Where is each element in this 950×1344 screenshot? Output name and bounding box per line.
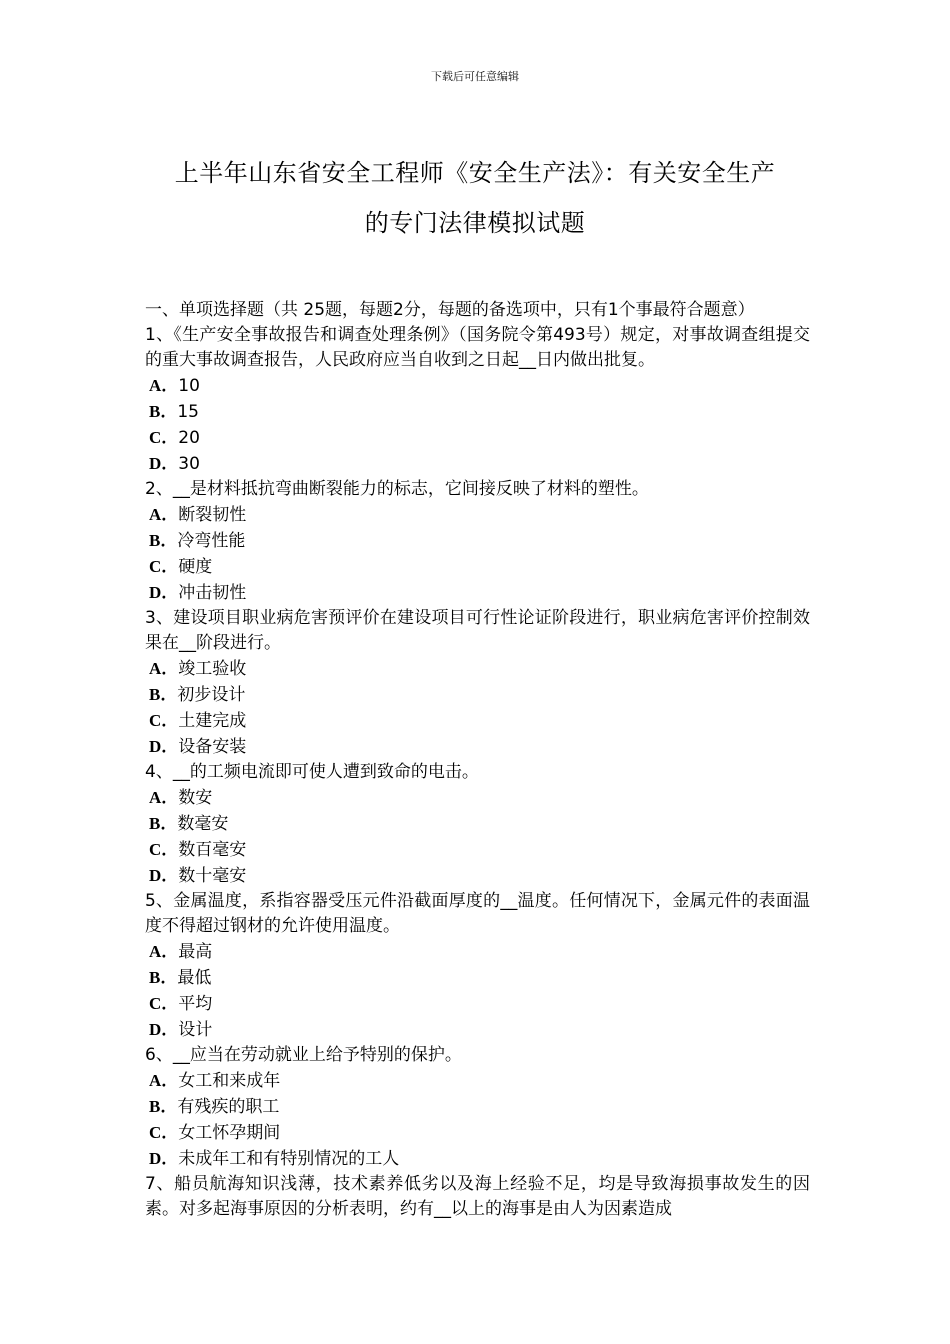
option-text: 数百毫安 xyxy=(178,840,247,860)
option-text: 设备安装 xyxy=(178,737,247,757)
question-text: 5、金属温度，系指容器受压元件沿截面厚度的__温度。任何情况下，金属元件的表面温度不得超过钢材的允许使用温度。 xyxy=(145,891,810,936)
option-a xyxy=(145,502,810,528)
option-text: 竣工验收 xyxy=(178,659,247,679)
option-text: 20 xyxy=(178,428,200,448)
option-letter: B． xyxy=(149,685,178,704)
option-letter: A． xyxy=(149,942,179,961)
option-text: 平均 xyxy=(178,994,213,1014)
question-2 xyxy=(145,477,810,606)
title-line-1: 上半年山东省安全工程师《安全生产法》：有关安全生产 xyxy=(174,159,776,187)
question-6 xyxy=(145,1043,810,1172)
option-c xyxy=(145,708,810,734)
option-letter: C． xyxy=(149,557,179,576)
title-line-2: 的专门法律模拟试题 xyxy=(364,209,586,237)
option-b xyxy=(145,811,810,837)
option-b xyxy=(145,965,810,991)
section-heading: 一、单项选择题（共 25题，每题2分，每题的备选项中，只有1个事最符合题意） xyxy=(145,300,755,320)
option-letter: A． xyxy=(149,376,179,395)
question-text: 2、__是材料抵抗弯曲断裂能力的标志，它间接反映了材料的塑性。 xyxy=(145,479,649,499)
option-d xyxy=(145,1017,810,1043)
option-a xyxy=(145,785,810,811)
option-text: 最高 xyxy=(178,942,213,962)
option-letter: D． xyxy=(149,454,179,473)
option-d xyxy=(145,1146,810,1172)
option-b xyxy=(145,682,810,708)
option-letter: C． xyxy=(149,1123,179,1142)
question-7 xyxy=(145,1172,810,1222)
option-text: 最低 xyxy=(177,968,212,988)
option-a xyxy=(145,373,810,399)
option-letter: D． xyxy=(149,866,179,885)
question-4 xyxy=(145,760,810,889)
option-letter: B． xyxy=(149,968,178,987)
question-3 xyxy=(145,606,810,760)
option-text: 女工和来成年 xyxy=(178,1071,281,1091)
option-d xyxy=(145,863,810,889)
question-text: 3、建设项目职业病危害预评价在建设项目可行性论证阶段进行，职业病危害评价控制效果在__阶段进行。 xyxy=(145,608,810,653)
option-d xyxy=(145,734,810,760)
document-title xyxy=(100,148,850,248)
option-letter: C． xyxy=(149,840,179,859)
question-text: 4、__的工频电流即可使人遭到致命的电击。 xyxy=(145,762,479,782)
option-letter: C． xyxy=(149,428,179,447)
question-text: 7、船员航海知识浅薄，技术素养低劣以及海上经验不足，均是导致海损事故发生的因素。对多起海事原因的分析表明，约有__以上的海事是由人为因素造成 xyxy=(145,1174,810,1219)
option-letter: C． xyxy=(149,711,179,730)
option-letter: B． xyxy=(149,531,178,550)
option-text: 设计 xyxy=(178,1020,213,1040)
option-letter: A． xyxy=(149,1071,179,1090)
option-b xyxy=(145,528,810,554)
option-text: 10 xyxy=(178,376,200,396)
option-letter: A． xyxy=(149,788,179,807)
option-b xyxy=(145,1094,810,1120)
option-b xyxy=(145,399,810,425)
option-text: 冷弯性能 xyxy=(177,531,246,551)
option-d xyxy=(145,580,810,606)
option-c xyxy=(145,991,810,1017)
option-letter: A． xyxy=(149,659,179,678)
option-c xyxy=(145,837,810,863)
option-letter: B． xyxy=(149,1097,178,1116)
option-text: 数毫安 xyxy=(177,814,229,834)
option-text: 30 xyxy=(178,454,200,474)
option-text: 土建完成 xyxy=(178,711,247,731)
option-text: 数安 xyxy=(178,788,213,808)
option-text: 硬度 xyxy=(178,557,213,577)
option-text: 15 xyxy=(177,402,199,422)
option-letter: A． xyxy=(149,505,179,524)
option-d xyxy=(145,451,810,477)
option-letter: D． xyxy=(149,1149,179,1168)
question-text: 1、《生产安全事故报告和调查处理条例》（国务院令第493号）规定，对事故调查组提交的重大事故调查报告，人民政府应当自收到之日起__日内做出批复。 xyxy=(145,325,810,370)
document-body xyxy=(145,298,810,1222)
option-c xyxy=(145,425,810,451)
option-a xyxy=(145,656,810,682)
header-note: 下载后可任意编辑 xyxy=(431,70,519,83)
option-c xyxy=(145,1120,810,1146)
option-text: 冲击韧性 xyxy=(178,583,247,603)
question-5 xyxy=(145,889,810,1043)
option-text: 初步设计 xyxy=(177,685,246,705)
option-a xyxy=(145,1068,810,1094)
option-letter: D． xyxy=(149,583,179,602)
option-letter: C． xyxy=(149,994,179,1013)
option-text: 断裂韧性 xyxy=(178,505,247,525)
option-letter: D． xyxy=(149,737,179,756)
option-a xyxy=(145,939,810,965)
option-letter: B． xyxy=(149,402,178,421)
question-text: 6、__应当在劳动就业上给予特别的保护。 xyxy=(145,1045,462,1065)
option-text: 有残疾的职工 xyxy=(177,1097,280,1117)
option-text: 未成年工和有特别情况的工人 xyxy=(178,1149,400,1169)
option-text: 女工怀孕期间 xyxy=(178,1123,281,1143)
option-letter: D． xyxy=(149,1020,179,1039)
option-text: 数十毫安 xyxy=(178,866,247,886)
option-letter: B． xyxy=(149,814,178,833)
option-c xyxy=(145,554,810,580)
question-1 xyxy=(145,323,810,477)
